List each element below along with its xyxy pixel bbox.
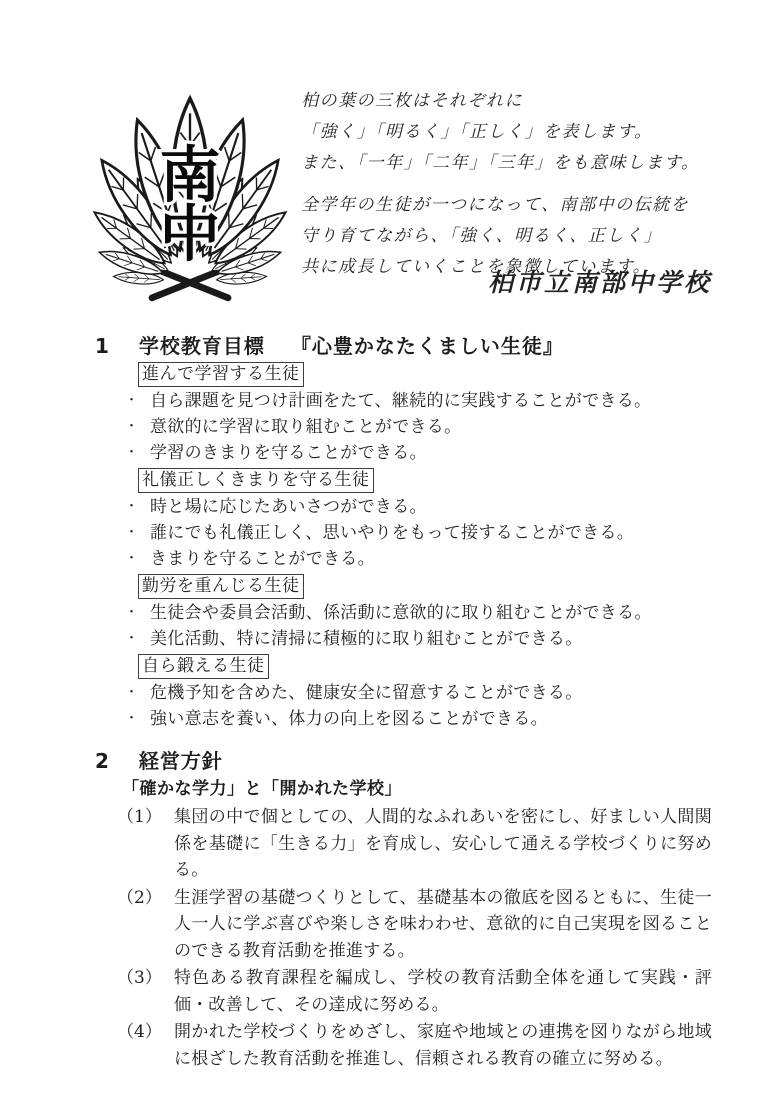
motto-line: 共に成長していくことを象徴しています。 — [301, 257, 652, 277]
section2-subtitle: 「確かな学力」と「開かれた学校」 — [122, 779, 402, 799]
goal-text: 強い意志を養い、体力の向上を図ることができる。 — [150, 709, 548, 729]
goal-text: 意欲的に学習に取り組むことができる。 — [150, 417, 462, 437]
school-name-signature: 柏市立南部中学校 — [487, 268, 712, 297]
goal-item — [95, 520, 720, 546]
emblem-kanji-minami: 南 — [159, 140, 221, 211]
goal-item — [95, 600, 720, 626]
goal-group-heading: 自ら鍛える生徒 — [138, 654, 269, 679]
goal-item — [95, 414, 720, 440]
emblem-motto — [301, 86, 731, 283]
bullet-marker: ・ — [125, 419, 139, 434]
goal-text: 誰にでも礼儀正しく、思いやりをもって接することができる。 — [150, 523, 635, 543]
motto-line: 「強く」「明るく」「正しく」を表します。 — [301, 122, 653, 142]
document-body — [95, 332, 720, 1072]
policy-text: 特色ある教育課程を編成し、学校の教育活動全体を通して実践・評価・改善して、その達成に努める。 — [174, 968, 712, 1015]
goal-group-heading: 礼儀正しくきまりを守る生徒 — [138, 468, 374, 493]
section1-title: 学校教育目標 — [138, 334, 265, 358]
goal-item — [95, 706, 720, 732]
policy-item — [95, 885, 720, 965]
goal-list — [95, 494, 720, 572]
bullet-marker: ・ — [125, 393, 139, 408]
goal-item — [95, 680, 720, 706]
school-emblem — [90, 82, 290, 310]
bullet-marker: ・ — [125, 499, 139, 514]
section1-subtitle: 『心豊かなたくましい生徒』 — [290, 334, 564, 358]
goal-text: 美化活動、特に清掃に積極的に取り組むことができる。 — [150, 629, 583, 649]
bullet-marker: ・ — [125, 631, 139, 646]
wreath-stems — [152, 267, 228, 297]
policy-text: 開かれた学校づくりをめざし、家庭や地域との連携を図りながら地域に根ざした教育活動を推進し、信頼される教育の確立に努める。 — [174, 1022, 712, 1069]
policy-number: （2） — [117, 887, 162, 908]
motto-line: また、「一年」「二年」「三年」をも意味します。 — [301, 153, 700, 173]
goal-text: 自ら課題を見つけ計画をたて、継続的に実践することができる。 — [150, 391, 652, 411]
goal-group-manners — [95, 466, 720, 572]
goal-text: 時と場に応じたあいさつができる。 — [150, 497, 427, 517]
policy-number: （4） — [117, 1022, 162, 1042]
goal-item — [95, 626, 720, 652]
goal-group-training — [95, 652, 720, 732]
goal-text: きまりを守ることができる。 — [150, 549, 375, 569]
goal-group-learning — [95, 360, 720, 466]
policy-item — [95, 1019, 720, 1072]
goal-item — [95, 494, 720, 520]
section1-heading — [95, 332, 720, 360]
policy-number: （3） — [117, 968, 162, 988]
goal-group-labor — [95, 572, 720, 652]
bullet-marker: ・ — [125, 711, 139, 726]
goal-item — [95, 440, 720, 466]
goal-item — [95, 546, 720, 572]
goal-list — [95, 388, 720, 466]
motto-line: 全学年の生徒が一つになって、南部中の伝統を — [301, 195, 690, 215]
section2-number: 2 — [95, 749, 110, 773]
policy-item — [95, 965, 720, 1018]
goal-text: 学習のきまりを守ることができる。 — [150, 443, 427, 463]
section2-heading — [95, 747, 720, 775]
policy-text: 集団の中で個としての、人間的なふれあいを密にし、好ましい人間関係を基礎に「生きる力」を育成し、安心して通える学校づくりに努める。 — [174, 807, 712, 880]
bullet-marker: ・ — [125, 445, 139, 460]
motto-line: 守り育てながら、「強く、明るく、正しく」 — [301, 226, 662, 246]
bullet-marker: ・ — [125, 525, 139, 540]
policy-item — [95, 804, 720, 884]
goal-text: 危機予知を含めた、健康安全に留意することができる。 — [150, 683, 583, 703]
bullet-marker: ・ — [125, 685, 139, 700]
emblem-kanji-naka: 中 — [159, 199, 221, 271]
goal-group-heading: 勤労を重んじる生徒 — [138, 574, 304, 599]
goal-list — [95, 600, 720, 652]
policy-text: 生涯学習の基礎つくりとして、基礎基本の徹底を図るともに、生徒一人一人に学ぶ喜びや楽しさを味わわせ、意欲的に自己実現を図ることのできる教育活動を推進する。 — [174, 887, 712, 961]
motto-line: 柏の葉の三枚はそれぞれに — [301, 91, 523, 111]
section2-title: 経営方針 — [138, 749, 223, 773]
motto-meaning-block — [301, 86, 731, 179]
section2 — [95, 747, 720, 1072]
goal-group-heading: 進んで学習する生徒 — [138, 362, 304, 387]
bullet-marker: ・ — [125, 605, 139, 620]
goal-list — [95, 680, 720, 732]
section1-number: 1 — [95, 334, 110, 358]
goal-item — [95, 388, 720, 414]
policy-number: （1） — [117, 807, 162, 827]
bullet-marker: ・ — [125, 551, 139, 566]
goal-text: 生徒会や委員会活動、係活動に意欲的に取り組むことができる。 — [150, 603, 652, 623]
